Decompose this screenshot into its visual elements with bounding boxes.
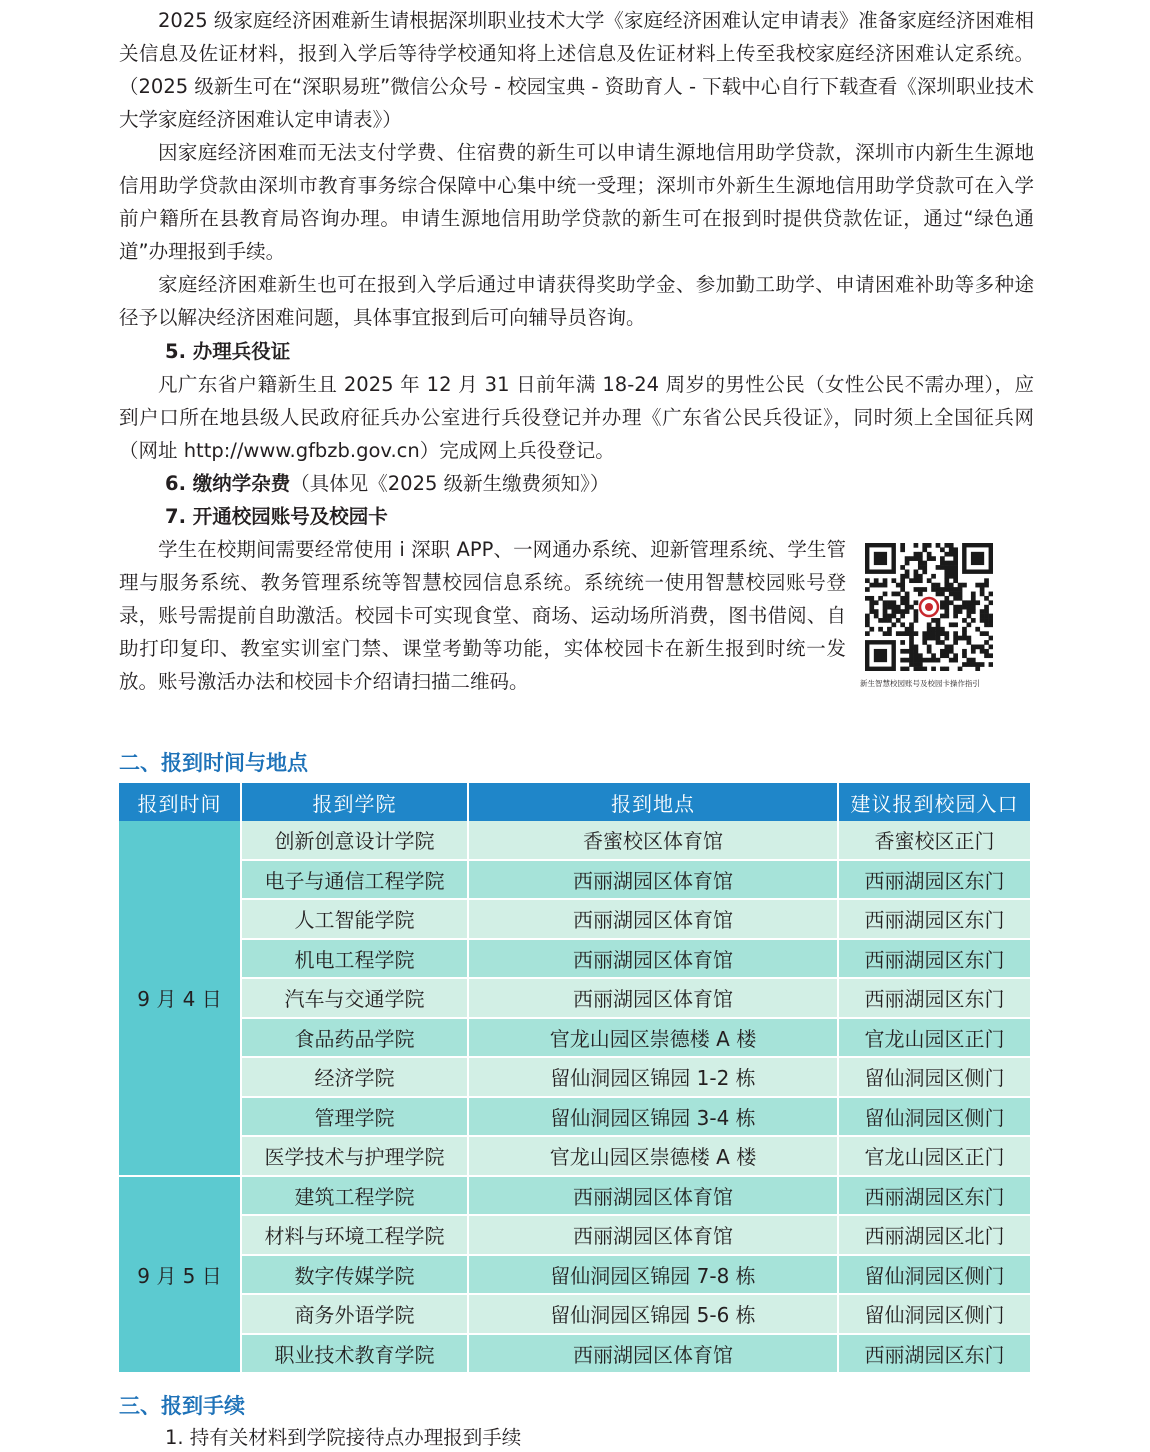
col-header-college: 报到学院 [241,783,468,821]
location-cell: 留仙洞园区锦园 3-4 栋 [468,1097,838,1137]
item5-heading: 5. 办理兵役证 [165,340,291,363]
item7-heading: 7. 开通校园账号及校园卡 [165,505,388,528]
location-cell: 西丽湖园区体育馆 [468,860,838,900]
qr-code-icon[interactable] [865,543,993,671]
table-header-row [119,783,1030,821]
table-row [119,860,1030,900]
college-cell: 汽车与交通学院 [241,978,468,1018]
location-cell: 西丽湖园区体育馆 [468,1334,838,1374]
table-row [119,1334,1030,1374]
entrance-cell: 香蜜校区正门 [838,821,1030,860]
college-cell: 数字传媒学院 [241,1255,468,1295]
entrance-cell: 留仙洞园区侧门 [838,1255,1030,1295]
college-cell: 机电工程学院 [241,939,468,979]
table-row [119,1176,1030,1216]
date-cell: 9 月 5 日 [119,1176,241,1374]
location-cell: 西丽湖园区体育馆 [468,939,838,979]
entrance-cell: 西丽湖园区东门 [838,939,1030,979]
paragraph: 因家庭经济困难而无法支付学费、住宿费的新生可以申请生源地信用助学贷款，深圳市内新生生源地信用助学贷款由深圳市教育事务综合保障中心集中统一受理；深圳市外新生生源地信用助学贷款可在入学前户籍所在县教育局咨询办理。申请生源地信用助学贷款的新生可在报到时提供贷款佐证，通过“绿色通道”办理报到手续。 [119,141,1034,263]
location-cell: 香蜜校区体育馆 [468,821,838,860]
col-header-location: 报到地点 [468,783,838,821]
table-row [119,1255,1030,1295]
college-cell: 材料与环境工程学院 [241,1215,468,1255]
entrance-cell: 西丽湖园区东门 [838,1334,1030,1374]
col-header-entrance: 建议报到校园入口 [838,783,1030,821]
entrance-cell: 西丽湖园区东门 [838,1176,1030,1216]
item6-heading [165,467,609,500]
table-row [119,978,1030,1018]
location-cell: 西丽湖园区体育馆 [468,899,838,939]
entrance-cell: 官龙山园区正门 [838,1136,1030,1176]
location-cell: 官龙山园区崇德楼 A 楼 [468,1136,838,1176]
section-title-procedure: 三、报到手续 [119,1394,245,1418]
location-cell: 西丽湖园区体育馆 [468,1176,838,1216]
college-cell: 职业技术教育学院 [241,1334,468,1374]
section-title-schedule: 二、报到时间与地点 [119,751,308,775]
item6-note: （具体见《2025 级新生缴费须知》） [290,472,610,495]
table-body [119,821,1030,1373]
location-cell: 官龙山园区崇德楼 A 楼 [468,1018,838,1058]
table-row [119,821,1030,860]
college-cell: 经济学院 [241,1057,468,1097]
paragraph: 凡广东省户籍新生且 2025 年 12 月 31 日前年满 18-24 周岁的男性公民（女性公民不需办理），应到户口所在地县级人民政府征兵办公室进行兵役登记并办理《广东省公民兵役证》，同时须上全国征兵网（网址 http://www.gfbzb.gov.cn）完成网上兵役登记。 [119,373,1034,462]
col-header-date: 报到时间 [119,783,241,821]
entrance-cell: 留仙洞园区侧门 [838,1057,1030,1097]
entrance-cell: 西丽湖园区东门 [838,860,1030,900]
table-row [119,1018,1030,1058]
college-cell: 电子与通信工程学院 [241,860,468,900]
item6-title: 6. 缴纳学杂费 [165,472,291,495]
entrance-cell: 西丽湖园区北门 [838,1215,1030,1255]
procedure-step-1: 1. 持有关材料到学院接待点办理报到手续 [165,1426,522,1449]
location-cell: 西丽湖园区体育馆 [468,1215,838,1255]
paragraph: 家庭经济困难新生也可在报到入学后通过申请获得奖助学金、参加勤工助学、申请困难补助等多种途径予以解决经济困难问题，具体事宜报到后可向辅导员咨询。 [119,273,1034,329]
date-cell: 9 月 4 日 [119,821,241,1176]
location-cell: 留仙洞园区锦园 7-8 栋 [468,1255,838,1295]
college-cell: 人工智能学院 [241,899,468,939]
location-cell: 西丽湖园区体育馆 [468,978,838,1018]
college-cell: 创新创意设计学院 [241,821,468,860]
entrance-cell: 西丽湖园区东门 [838,978,1030,1018]
table-row [119,1097,1030,1137]
item5-body [119,368,1034,467]
entrance-cell: 留仙洞园区侧门 [838,1294,1030,1334]
registration-schedule-table [119,783,1030,1374]
entrance-cell: 留仙洞园区侧门 [838,1097,1030,1137]
college-cell: 建筑工程学院 [241,1176,468,1216]
entrance-cell: 官龙山园区正门 [838,1018,1030,1058]
table-row [119,1215,1030,1255]
table-row [119,1136,1030,1176]
table-row [119,1057,1030,1097]
difficulty-section [119,4,1034,334]
paragraph: 学生在校期间需要经常使用 i 深职 APP、一网通办系统、迎新管理系统、学生管理与服务系统、教务管理系统等智慧校园信息系统。系统统一使用智慧校园账号登录，账号需提前自助激活。校园卡可实现食堂、商场、运动场所消费，图书借阅、自助打印复印、教室实训室门禁、课堂考勤等功能，实体校园卡在新生报到时统一发放。账号激活办法和校园卡介绍请扫描二维码。 [119,538,846,693]
table-row [119,1294,1030,1334]
table-row [119,899,1030,939]
college-cell: 食品药品学院 [241,1018,468,1058]
location-cell: 留仙洞园区锦园 1-2 栋 [468,1057,838,1097]
location-cell: 留仙洞园区锦园 5-6 栋 [468,1294,838,1334]
college-cell: 医学技术与护理学院 [241,1136,468,1176]
entrance-cell: 西丽湖园区东门 [838,899,1030,939]
item7-body [119,533,846,698]
qr-code-block [860,543,1005,689]
paragraph: 2025 级家庭经济困难新生请根据深圳职业技术大学《家庭经济困难认定申请表》准备家庭经济困难相关信息及佐证材料，报到入学后等待学校通知将上述信息及佐证材料上传至我校家庭经济困难认定系统。（2025 级新生可在“深职易班”微信公众号 - 校园宝典 - 资助育人 - 下载中心自行下载查看《深圳职业技术大学家庭经济困难认定申请表》） [119,9,1034,131]
college-cell: 商务外语学院 [241,1294,468,1334]
college-cell: 管理学院 [241,1097,468,1137]
qr-caption: 新生智慧校园账号及校园卡操作指引 [860,679,980,688]
table-row [119,939,1030,979]
